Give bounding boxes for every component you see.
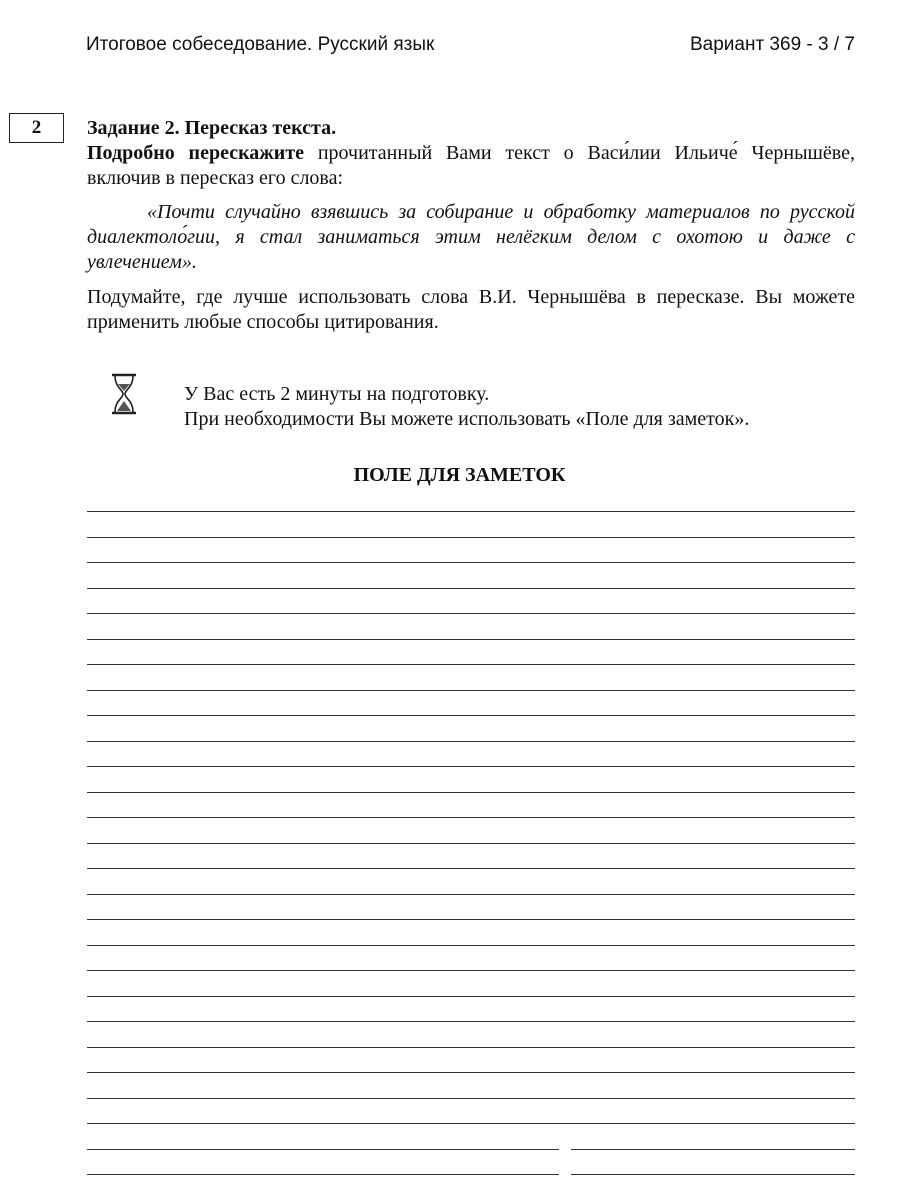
note-line[interactable] [87,1072,855,1073]
task-title: Задание 2. Пересказ текста. [87,117,337,139]
note-line[interactable] [87,588,855,589]
note-line[interactable] [87,511,855,512]
note-line[interactable] [87,868,855,869]
hint-line-2: При необходимости Вы можете использовать «Поле для заметок». [184,408,750,430]
note-line[interactable] [87,537,855,538]
note-line[interactable] [571,1149,855,1150]
note-line[interactable] [87,715,855,716]
instruction-rest: прочитанный Вами текст о Васи́лии Ильиче́ Чернышёве, включив в пересказ его слова: [87,142,855,189]
note-line[interactable] [87,1123,855,1124]
hint-line-1: У Вас есть 2 минуты на подготовку. [184,383,490,405]
note-line[interactable] [87,690,855,691]
header-subject: Итоговое собеседование. Русский язык [86,34,435,55]
task-instruction [87,141,855,191]
note-line[interactable] [87,639,855,640]
note-line[interactable] [87,1174,559,1175]
task-number: 2 [31,117,42,138]
note-line[interactable] [87,945,855,946]
hourglass-icon [110,373,138,415]
note-line[interactable] [87,1098,855,1099]
note-line[interactable] [87,1047,855,1048]
note-line[interactable] [87,792,855,793]
notes-title: ПОЛЕ ДЛЯ ЗАМЕТОК [353,464,566,486]
task-content [87,116,855,335]
instruction-bold: Подробно перескажите [87,142,305,164]
note-line[interactable] [87,613,855,614]
note-line[interactable] [87,766,855,767]
note-line[interactable] [87,843,855,844]
header-variant-page: Вариант 369 - 3 / 7 [689,34,855,55]
note-line[interactable] [87,1149,559,1150]
preparation-hint [110,373,750,430]
note-line[interactable] [87,1021,855,1022]
note-line[interactable] [87,817,855,818]
page-header [86,34,855,56]
note-line[interactable] [87,970,855,971]
note-line[interactable] [87,894,855,895]
note-line[interactable] [87,996,855,997]
note-line[interactable] [87,919,855,920]
note-line[interactable] [87,664,855,665]
task-quote: «Почти случайно взявшись за собирание и обработку материалов по русской диалектоло́гии, я стал заниматься этим нелёгким делом с охотою и даже с увлечением». [87,201,855,273]
note-line[interactable] [571,1174,855,1175]
task-number-box [9,113,64,143]
task-citation-hint: Подумайте, где лучше использовать слова В.И. Чернышёва в пересказе. Вы можете применить любые способы цитирования. [87,286,855,333]
note-line[interactable] [87,741,855,742]
note-line[interactable] [87,562,855,563]
